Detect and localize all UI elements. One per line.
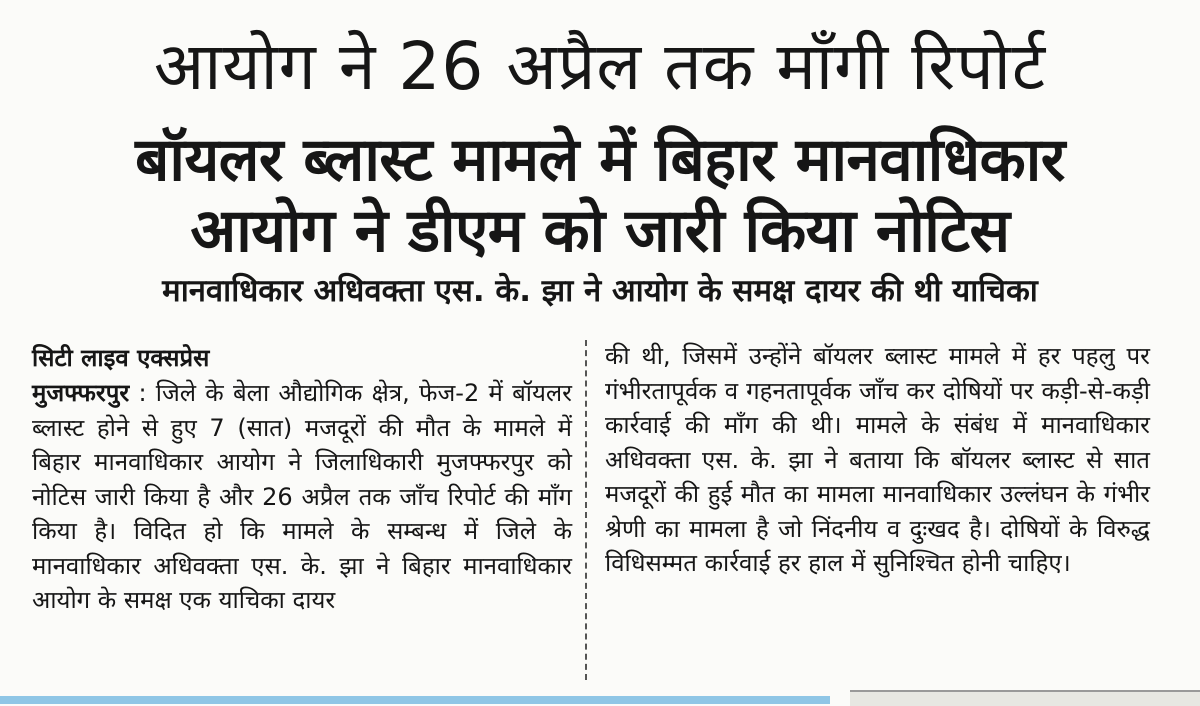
- headline-main-line-2: आयोग ने डीएम को जारी किया नोटिस: [190, 196, 1010, 266]
- byline: सिटी लाइव एक्सप्रेस: [32, 344, 210, 372]
- headline-main-line-1: बॉयलर ब्लास्ट मामले में बिहार मानवाधिकार: [135, 125, 1065, 195]
- article-column-left: [32, 376, 572, 618]
- column-divider: [585, 340, 587, 680]
- bottom-color-band: [0, 696, 830, 704]
- subheadline: मानवाधिकार अधिवक्ता एस. के. झा ने आयोग के समक्ष दायर की थी याचिका: [162, 273, 1038, 309]
- headline-top: आयोग ने 26 अप्रैल तक माँगी रिपोर्ट: [153, 28, 1047, 105]
- dateline: मुजफ्फरपुर: [32, 379, 130, 407]
- article-column-right: [605, 339, 1150, 581]
- article-text-right: की थी, जिसमें उन्होंने बॉयलर ब्लास्ट मामले में हर पहलु पर गंभीरतापूर्वक व गहनतापूर्वक जाँच कर दोषियों पर कड़ी-से-कड़ी कार्रवाई की माँग की थी। मामले के संबंध में मानवाधिकार अधिवक्ता एस. के. झा ने बताया कि बॉयलर ब्लास्ट से सात मजदूरों की हुई मौत का मामला मानवाधिकार उल्लंघन के गंभीर श्रेणी का मामला है जो निंदनीय व दुःखद है। दोषियों के विरुद्ध विधिसम्मत कार्रवाई हर हाल में सुनिश्चित होनी चाहिए।: [605, 342, 1150, 577]
- article-text-left: : जिले के बेला औद्योगिक क्षेत्र, फेज-2 में बॉयलर ब्लास्ट होने से हुए 7 (सात) मजदूरों की मौत के मामले में बिहार मानवाधिकार आयोग ने जिलाधिकारी मुजफ्फरपुर को नोटिस जारी किया है और 26 अप्रैल तक जाँच रिपोर्ट की माँग किया है। विदित हो कि मामले के सम्बन्ध में जिले के मानवाधिकार अधिवक्ता एस. के. झा ने बिहार मानवाधिकार आयोग के समक्ष एक याचिका दायर: [32, 379, 572, 614]
